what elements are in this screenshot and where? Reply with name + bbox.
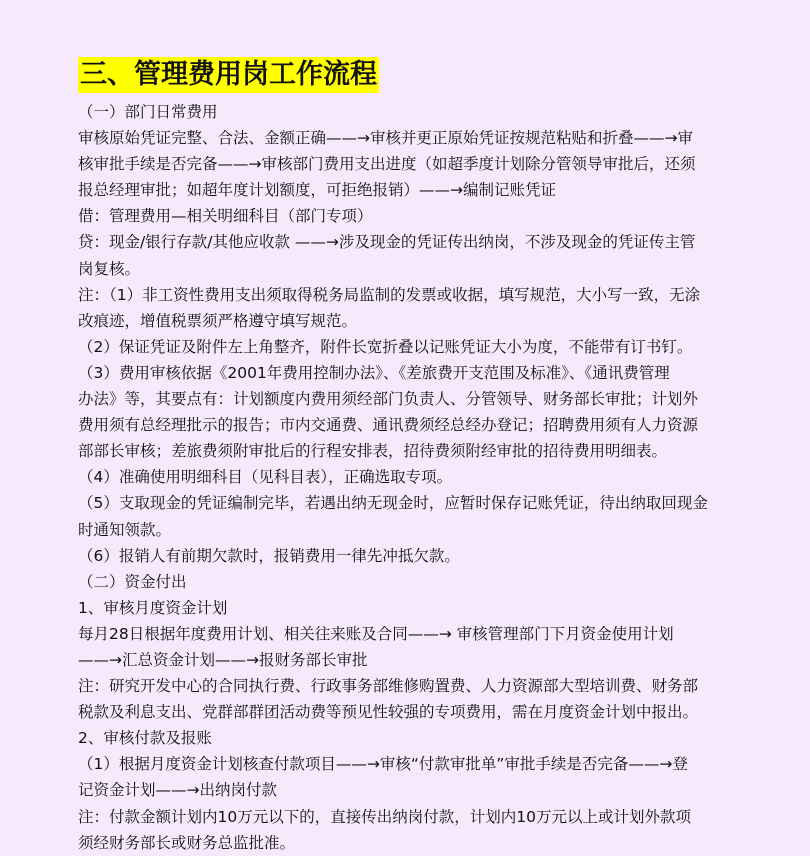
text-line: （2）保证凭证及附件左上角整齐，附件长宽折叠以记账凭证大小为度，不能带有订书钉。: [78, 337, 693, 356]
text-line: （5）支取现金的凭证编制完毕，若遇出纳无现金时，应暂时保存记账凭证，待出纳取回现金: [78, 494, 708, 513]
text-line: 注：研究开发中心的合同执行费、行政事务部维修购置费、人力资源部大型培训费、财务部: [78, 677, 699, 696]
text-line: （4）准确使用明细科目（见科目表），正确选取专项。: [78, 468, 453, 487]
text-line: 须经财务部长或财务总监批准。: [78, 833, 296, 852]
text-line: 1、审核月度资金计划: [78, 598, 228, 617]
text-line: 记资金计划——→出纳岗付款: [78, 781, 277, 800]
text-line: 审核原始凭证完整、合法、金额正确——→审核并更正原始凭证按规范粘贴和折叠——→审: [78, 129, 693, 148]
text-line: 注：付款金额计划内10万元以下的，直接传出纳岗付款，计划内10万元以上或计划外款项: [78, 807, 691, 826]
text-line: 费用须有总经理批示的报告；市内交通费、通讯费须经总经办登记；招聘费用须有人力资源: [78, 416, 699, 435]
text-line: 报总经理审批；如超年度计划额度，可拒绝报销）——→编制记账凭证: [78, 181, 556, 200]
text-line: 岗复核。: [78, 259, 141, 278]
text-line: （二）资金付出: [78, 572, 187, 591]
text-line: （1）根据月度资金计划核查付款项目——→审核“付款审批单”审批手续是否完备——→登: [78, 755, 688, 774]
text-line: （一）部门日常费用: [78, 103, 218, 121]
text-line: 部部长审核；差旅费须附审批后的行程安排表，招待费须附经审批的招待费用明细表。: [78, 442, 668, 461]
text-line: （6）报销人有前期欠款时，报销费用一律先冲抵欠款。: [78, 546, 460, 565]
text-line: 改痕迹，增值税票须严格遵守填写规范。: [78, 311, 358, 330]
page-title: 三、管理费用岗工作流程: [78, 57, 379, 93]
document-body: [78, 99, 738, 856]
text-line: 税款及利息支出、党群部群团活动费等预见性较强的专项费用，需在月度资金计划中报出。: [78, 703, 699, 722]
text-line: 时通知领款。: [78, 520, 172, 539]
text-line: ——→汇总资金计划——→报财务部长审批: [78, 650, 368, 669]
text-line: 2、审核付款及报账: [78, 729, 212, 748]
text-line: （3）费用审核依据《2001年费用控制办法》、《差旅费开支范围及标准》、《通讯费管理: [78, 363, 670, 382]
text-line: 注：（1）非工资性费用支出须取得税务局监制的发票或收据，填写规范，大小写一致，无涂: [78, 285, 701, 304]
text-line: 办法》等，其要点有：计划额度内费用须经部门负责人、分管领导、财务部长审批；计划外: [78, 390, 699, 409]
text-line: 贷：现金/银行存款/其他应收款 ——→涉及现金的凭证传出纳岗，不涉及现金的凭证传主管: [78, 233, 696, 252]
text-line: 借：管理费用—相关明细科目（部门专项）: [78, 207, 373, 226]
text-line: 每月28日根据年度费用计划、相关往来账及合同——→ 审核管理部门下月资金使用计划: [78, 624, 674, 643]
text-line: 核审批手续是否完备——→审核部门费用支出进度（如超季度计划除分管领导审批后，还须: [78, 155, 696, 174]
